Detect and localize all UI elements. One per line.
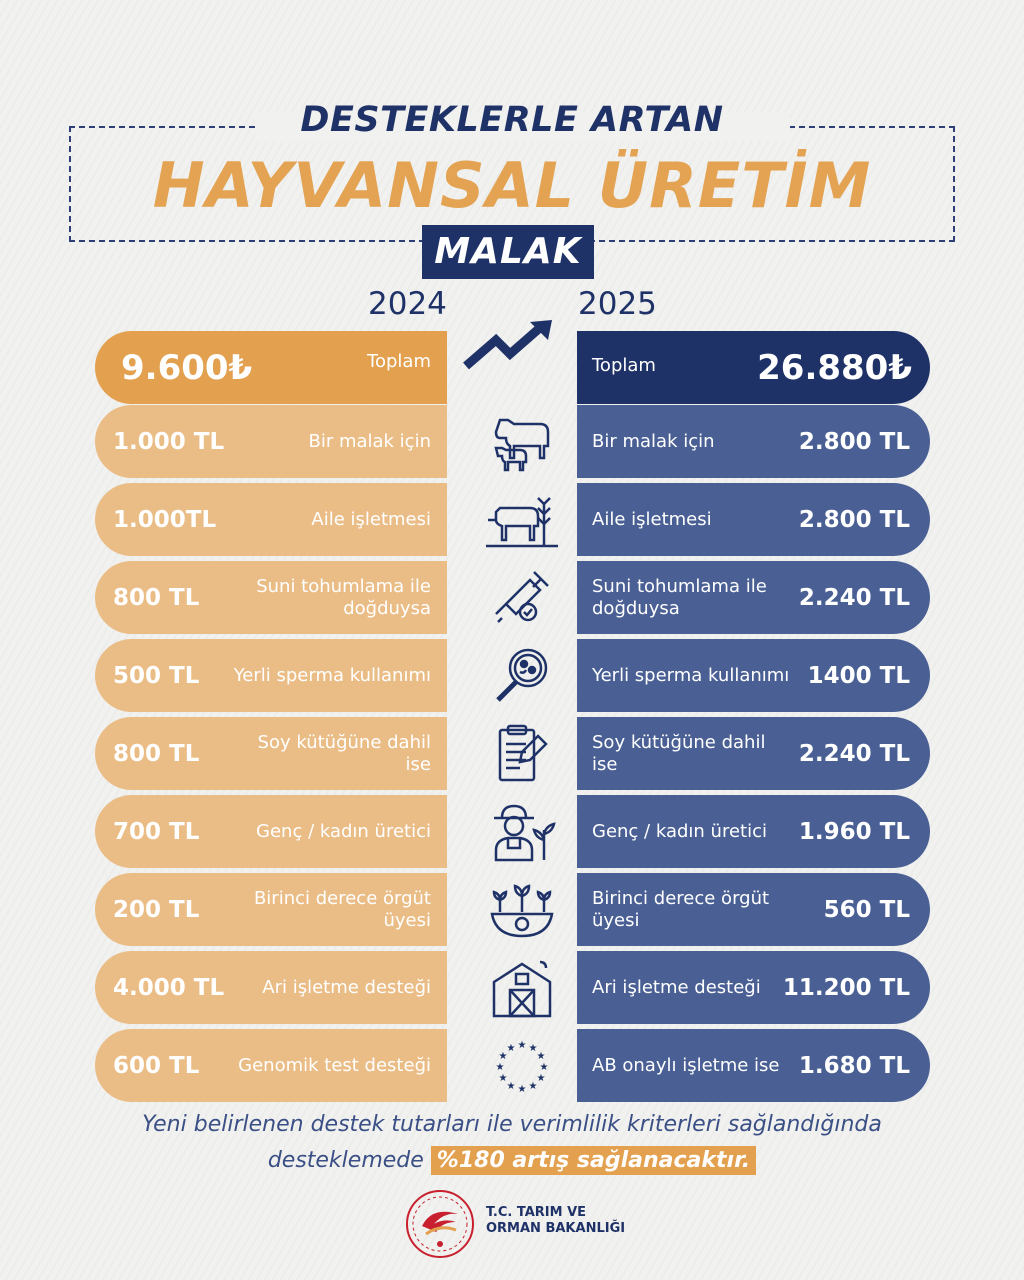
svg-text:★: ★	[536, 1051, 546, 1062]
svg-text:★: ★	[517, 1040, 527, 1051]
trend-arrow-icon	[462, 318, 554, 372]
cow-calf-icon	[482, 409, 562, 475]
row-label-2024: Birinci derece örgüt üyesi	[253, 887, 431, 931]
row-value-2024: 700 TL	[113, 818, 200, 845]
row-2025-3	[577, 561, 930, 634]
total-value-2025: 26.880₺	[757, 347, 912, 388]
row-label-2025: Aile işletmesi	[592, 508, 712, 530]
row-2025-5	[577, 717, 930, 790]
magnifier-icon	[482, 643, 562, 709]
row-2024-1	[95, 405, 447, 478]
title-line-1: DESTEKLERLE ARTAN	[300, 100, 724, 140]
svg-text:★: ★	[528, 1081, 538, 1092]
row-value-2024: 800 TL	[113, 584, 200, 611]
row-label-2025: Ari işletme desteği	[592, 976, 761, 998]
row-label-2024: Suni tohumlama ile doğduysa	[256, 575, 431, 619]
total-2025	[577, 331, 930, 404]
row-2024-2	[95, 483, 447, 556]
ministry-line-2: ORMAN BAKANLIĞI	[486, 1221, 626, 1236]
row-label-2024: Genç / kadın üretici	[256, 820, 431, 842]
row-label-2025: Genç / kadın üretici	[592, 820, 767, 842]
row-label-2025: Soy kütüğüne dahil ise	[592, 731, 766, 775]
row-2024-8	[95, 951, 447, 1024]
row-value-2025: 2.800 TL	[798, 506, 910, 533]
total-label-2024: Toplam	[367, 351, 431, 372]
row-2025-8	[577, 951, 930, 1024]
row-2024-7	[95, 873, 447, 946]
row-2024-3	[95, 561, 447, 634]
ministry-line-1: T.C. TARIM VE	[486, 1205, 587, 1220]
row-value-2025: 2.800 TL	[798, 428, 910, 455]
footer-line-2	[0, 1148, 1024, 1173]
year-2024: 2024	[368, 286, 447, 322]
syringe-icon	[482, 565, 562, 631]
svg-text:★: ★	[498, 1051, 508, 1062]
row-label-2024: Genomik test desteği	[238, 1054, 431, 1076]
row-value-2025: 1.960 TL	[798, 818, 910, 845]
row-label-2024: Yerli sperma kullanımı	[233, 664, 431, 686]
cow-wheat-icon	[482, 487, 562, 553]
row-value-2025: 560 TL	[823, 896, 910, 923]
ministry-name	[486, 1205, 625, 1237]
row-label-2025: Bir malak için	[592, 430, 715, 452]
row-2024-5	[95, 717, 447, 790]
svg-text:★: ★	[498, 1073, 508, 1084]
total-label-2025: Toplam	[592, 355, 656, 376]
row-2025-1	[577, 405, 930, 478]
row-value-2024: 1.000TL	[113, 506, 217, 533]
row-label-2024: Soy kütüğüne dahil ise	[257, 731, 431, 775]
svg-text:★: ★	[517, 1084, 527, 1095]
row-value-2024: 1.000 TL	[113, 428, 225, 455]
row-value-2025: 11.200 TL	[782, 974, 910, 1001]
clipboard-icon	[482, 721, 562, 787]
row-2025-2	[577, 483, 930, 556]
row-label-2024: Bir malak için	[308, 430, 431, 452]
row-label-2025: Suni tohumlama ile doğduysa	[592, 575, 767, 619]
title-line-2: HAYVANSAL ÜRETİM	[152, 149, 872, 222]
eu-stars-icon	[482, 1033, 562, 1099]
barn-icon	[482, 955, 562, 1021]
farmer-icon	[482, 799, 562, 865]
row-value-2025: 1.680 TL	[798, 1052, 910, 1079]
row-value-2025: 2.240 TL	[798, 740, 910, 767]
total-2024	[95, 331, 447, 404]
row-2024-9	[95, 1029, 447, 1102]
row-label-2024: Ari işletme desteği	[262, 976, 431, 998]
row-2025-4	[577, 639, 930, 712]
svg-text:★: ★	[506, 1081, 516, 1092]
svg-text:★: ★	[539, 1062, 549, 1073]
year-2025: 2025	[578, 286, 657, 322]
ministry-logo-icon	[404, 1188, 476, 1260]
row-label-2025: AB onaylı işletme ise	[592, 1054, 780, 1076]
row-2024-6	[95, 795, 447, 868]
row-2025-6	[577, 795, 930, 868]
row-2024-4	[95, 639, 447, 712]
row-value-2024: 4.000 TL	[113, 974, 225, 1001]
svg-text:★: ★	[495, 1062, 505, 1073]
row-label-2024: Aile işletmesi	[311, 508, 431, 530]
total-value-2024: 9.600₺	[121, 347, 253, 388]
row-value-2024: 600 TL	[113, 1052, 200, 1079]
row-label-2025: Birinci derece örgüt üyesi	[592, 887, 770, 931]
row-value-2025: 1400 TL	[807, 662, 910, 689]
row-2025-7	[577, 873, 930, 946]
row-2025-9	[577, 1029, 930, 1102]
row-label-2025: Yerli sperma kullanımı	[592, 664, 790, 686]
row-value-2024: 500 TL	[113, 662, 200, 689]
row-value-2024: 200 TL	[113, 896, 200, 923]
footer-line-1: Yeni belirlenen destek tutarları ile verimlilik kriterleri sağlandığında	[142, 1112, 882, 1137]
row-value-2024: 800 TL	[113, 740, 200, 767]
svg-text:★: ★	[536, 1073, 546, 1084]
plants-gear-icon	[482, 877, 562, 943]
row-value-2025: 2.240 TL	[798, 584, 910, 611]
footer-highlight: %180 artış sağlanacaktır.	[431, 1146, 756, 1175]
footer-prefix: desteklemede	[267, 1148, 424, 1173]
svg-text:★: ★	[506, 1043, 516, 1054]
svg-text:★: ★	[528, 1043, 538, 1054]
category-badge: MALAK	[422, 225, 594, 279]
